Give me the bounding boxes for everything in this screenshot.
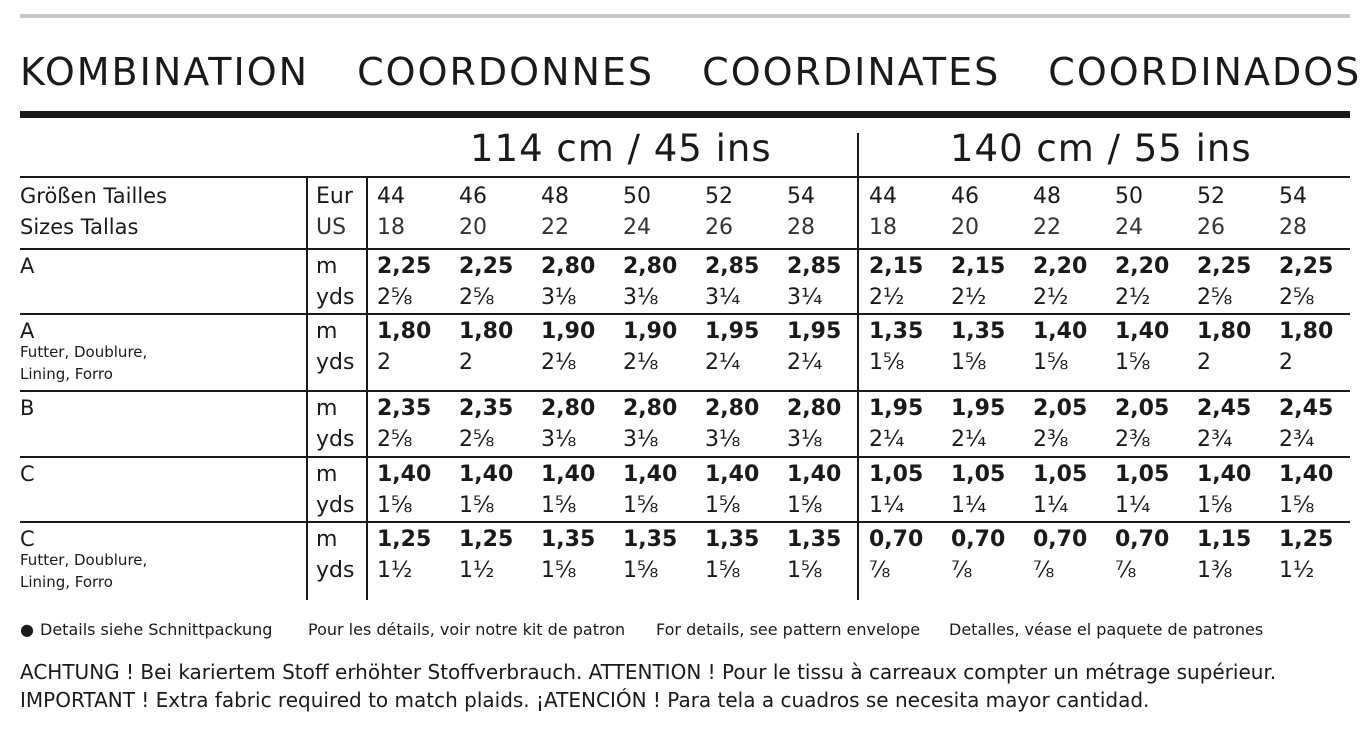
meters-cell: 1,40 bbox=[1197, 462, 1252, 487]
meters-cell: 2,15 bbox=[869, 254, 924, 279]
us-size-cell: 24 bbox=[1115, 215, 1143, 240]
yards-cell: 3⅛ bbox=[787, 427, 823, 452]
eur-size-cell: 50 bbox=[1115, 184, 1143, 209]
yards-cell: 2¼ bbox=[787, 350, 823, 375]
unit-meters: m bbox=[316, 527, 338, 552]
heading-rule bbox=[20, 111, 1350, 118]
eur-size-cell: 46 bbox=[951, 184, 979, 209]
meters-cell: 0,70 bbox=[1033, 527, 1088, 552]
column-rule bbox=[366, 176, 368, 600]
yards-cell: 2⅝ bbox=[459, 427, 495, 452]
meters-cell: 2,35 bbox=[377, 396, 432, 421]
eur-size-cell: 48 bbox=[1033, 184, 1061, 209]
meters-cell: 2,05 bbox=[1033, 396, 1088, 421]
meters-cell: 1,35 bbox=[787, 527, 842, 552]
meters-cell: 2,80 bbox=[623, 254, 678, 279]
fabric-width-140: 140 cm / 55 ins bbox=[950, 127, 1252, 170]
yards-cell: 1⅝ bbox=[951, 350, 987, 375]
fabric-width-114: 114 cm / 45 ins bbox=[470, 127, 772, 170]
view-label: A bbox=[20, 319, 35, 343]
meters-cell: 1,35 bbox=[623, 527, 678, 552]
yards-cell: 1⅝ bbox=[623, 558, 659, 583]
yards-cell: 3⅛ bbox=[541, 427, 577, 452]
note-english: For details, see pattern envelope bbox=[656, 620, 921, 639]
yards-cell: 2½ bbox=[951, 285, 987, 310]
us-label: US bbox=[316, 215, 347, 240]
view-sublabel: Lining, Forro bbox=[20, 365, 113, 383]
yards-cell: 1¼ bbox=[1033, 493, 1069, 518]
eur-size-cell: 48 bbox=[541, 184, 569, 209]
unit-yards: yds bbox=[316, 285, 355, 310]
unit-yards: yds bbox=[316, 558, 355, 583]
yards-cell: 1⅝ bbox=[705, 493, 741, 518]
eur-label: Eur bbox=[316, 184, 353, 209]
meters-cell: 2,45 bbox=[1279, 396, 1334, 421]
view-label: A bbox=[20, 254, 35, 278]
yards-cell: 2¾ bbox=[1197, 427, 1233, 452]
title-german: KOMBINATION bbox=[20, 50, 310, 94]
meters-cell: 2,25 bbox=[1197, 254, 1252, 279]
eur-size-cell: 52 bbox=[705, 184, 733, 209]
meters-cell: 2,85 bbox=[705, 254, 760, 279]
meters-cell: 1,80 bbox=[377, 319, 432, 344]
unit-yards: yds bbox=[316, 427, 355, 452]
meters-cell: 1,95 bbox=[951, 396, 1006, 421]
table-rule bbox=[20, 390, 1350, 392]
meters-cell: 2,20 bbox=[1033, 254, 1088, 279]
meters-cell: 1,35 bbox=[951, 319, 1006, 344]
sizes-label-line-1: Größen Tailles bbox=[20, 184, 168, 208]
yards-cell: 1⅝ bbox=[623, 493, 659, 518]
page-title bbox=[20, 50, 1369, 94]
yards-cell: 1¼ bbox=[869, 493, 905, 518]
yards-cell: ⅞ bbox=[1033, 558, 1055, 583]
yards-cell: ⅞ bbox=[951, 558, 973, 583]
meters-cell: 1,40 bbox=[459, 462, 514, 487]
yards-cell: 3¼ bbox=[705, 285, 741, 310]
meters-cell: 0,70 bbox=[951, 527, 1006, 552]
yards-cell: 2⅝ bbox=[377, 427, 413, 452]
yards-cell: 2⅜ bbox=[1033, 427, 1069, 452]
yards-cell: 1⅝ bbox=[541, 558, 577, 583]
yards-cell: 1½ bbox=[459, 558, 495, 583]
us-size-cell: 18 bbox=[869, 215, 897, 240]
meters-cell: 1,15 bbox=[1197, 527, 1252, 552]
yards-cell: 2⅛ bbox=[541, 350, 577, 375]
yards-cell: 1⅝ bbox=[459, 493, 495, 518]
meters-cell: 1,40 bbox=[623, 462, 678, 487]
meters-cell: 1,40 bbox=[787, 462, 842, 487]
unit-yards: yds bbox=[316, 350, 355, 375]
column-rule bbox=[857, 133, 859, 600]
meters-cell: 1,40 bbox=[705, 462, 760, 487]
yards-cell: 1⅜ bbox=[1197, 558, 1233, 583]
meters-cell: 1,80 bbox=[459, 319, 514, 344]
table-rule bbox=[20, 248, 1350, 250]
yards-cell: 3⅛ bbox=[541, 285, 577, 310]
yards-cell: 1⅝ bbox=[869, 350, 905, 375]
meters-cell: 1,95 bbox=[705, 319, 760, 344]
yards-cell: 1⅝ bbox=[705, 558, 741, 583]
meters-cell: 2,35 bbox=[459, 396, 514, 421]
yards-cell: 2½ bbox=[1115, 285, 1151, 310]
yards-cell: 1⅝ bbox=[1279, 493, 1315, 518]
meters-cell: 1,95 bbox=[869, 396, 924, 421]
yards-cell: 2 bbox=[377, 350, 391, 375]
meters-cell: 1,05 bbox=[869, 462, 924, 487]
meters-cell: 1,35 bbox=[541, 527, 596, 552]
table-rule bbox=[20, 456, 1350, 458]
yards-cell: 2 bbox=[459, 350, 473, 375]
meters-cell: 2,25 bbox=[377, 254, 432, 279]
meters-cell: 2,20 bbox=[1115, 254, 1170, 279]
eur-size-cell: 54 bbox=[787, 184, 815, 209]
meters-cell: 1,40 bbox=[1033, 319, 1088, 344]
yards-cell: 3⅛ bbox=[705, 427, 741, 452]
yards-cell: 2⅜ bbox=[1115, 427, 1151, 452]
meters-cell: 1,05 bbox=[1033, 462, 1088, 487]
view-label: C bbox=[20, 527, 35, 551]
eur-size-cell: 52 bbox=[1197, 184, 1225, 209]
us-size-cell: 24 bbox=[623, 215, 651, 240]
yards-cell: 1⅝ bbox=[1033, 350, 1069, 375]
us-size-cell: 28 bbox=[787, 215, 815, 240]
top-rule bbox=[20, 14, 1350, 18]
eur-size-cell: 44 bbox=[869, 184, 897, 209]
yards-cell: 2⅝ bbox=[459, 285, 495, 310]
meters-cell: 1,35 bbox=[869, 319, 924, 344]
yards-cell: 1⅝ bbox=[1197, 493, 1233, 518]
meters-cell: 1,25 bbox=[377, 527, 432, 552]
yards-cell: 2¼ bbox=[869, 427, 905, 452]
yards-cell: 1⅝ bbox=[787, 558, 823, 583]
meters-cell: 2,85 bbox=[787, 254, 842, 279]
us-size-cell: 26 bbox=[1197, 215, 1225, 240]
yards-cell: 1⅝ bbox=[377, 493, 413, 518]
yards-cell: ⅞ bbox=[1115, 558, 1137, 583]
view-sublabel: Futter, Doublure, bbox=[20, 343, 148, 361]
plaid-warning-line-1: ACHTUNG ! Bei kariertem Stoff erhöhter Stoffverbrauch. ATTENTION ! Pour le tissu à carreaux compter un métrage supérieur. bbox=[20, 660, 1277, 684]
meters-cell: 1,05 bbox=[951, 462, 1006, 487]
yards-cell: 2⅝ bbox=[377, 285, 413, 310]
yards-cell: ⅞ bbox=[869, 558, 891, 583]
yards-cell: 3¼ bbox=[787, 285, 823, 310]
meters-cell: 1,95 bbox=[787, 319, 842, 344]
yards-cell: 1⅝ bbox=[1115, 350, 1151, 375]
yards-cell: 3⅛ bbox=[623, 285, 659, 310]
eur-size-cell: 54 bbox=[1279, 184, 1307, 209]
meters-cell: 1,40 bbox=[1279, 462, 1334, 487]
meters-cell: 1,40 bbox=[377, 462, 432, 487]
view-label: C bbox=[20, 462, 35, 486]
unit-meters: m bbox=[316, 254, 338, 279]
yards-cell: 1⅝ bbox=[541, 493, 577, 518]
meters-cell: 1,40 bbox=[541, 462, 596, 487]
meters-cell: 1,90 bbox=[623, 319, 678, 344]
yards-cell: 2⅝ bbox=[1197, 285, 1233, 310]
note-spanish: Detalles, véase el paquete de patrones bbox=[949, 620, 1264, 639]
yards-cell: 2¼ bbox=[951, 427, 987, 452]
unit-yards: yds bbox=[316, 493, 355, 518]
yards-cell: 2½ bbox=[1033, 285, 1069, 310]
yards-cell: 2⅛ bbox=[623, 350, 659, 375]
note-german: Details siehe Schnittpackung bbox=[40, 620, 273, 639]
view-sublabel: Lining, Forro bbox=[20, 573, 113, 591]
us-size-cell: 22 bbox=[541, 215, 569, 240]
unit-meters: m bbox=[316, 319, 338, 344]
view-sublabel: Futter, Doublure, bbox=[20, 551, 148, 569]
meters-cell: 1,35 bbox=[705, 527, 760, 552]
title-spanish: COORDINADOS bbox=[1048, 50, 1362, 94]
meters-cell: 1,80 bbox=[1197, 319, 1252, 344]
view-label: B bbox=[20, 396, 35, 420]
yards-cell: 3⅛ bbox=[623, 427, 659, 452]
table-rule bbox=[20, 521, 1350, 523]
table-rule bbox=[20, 176, 1350, 178]
eur-size-cell: 44 bbox=[377, 184, 405, 209]
meters-cell: 2,80 bbox=[705, 396, 760, 421]
yards-cell: 1¼ bbox=[1115, 493, 1151, 518]
us-size-cell: 26 bbox=[705, 215, 733, 240]
meters-cell: 1,40 bbox=[1115, 319, 1170, 344]
unit-meters: m bbox=[316, 462, 338, 487]
yards-cell: 2⅝ bbox=[1279, 285, 1315, 310]
meters-cell: 1,90 bbox=[541, 319, 596, 344]
meters-cell: 1,80 bbox=[1279, 319, 1334, 344]
us-size-cell: 20 bbox=[459, 215, 487, 240]
note-french: Pour les détails, voir notre kit de patron bbox=[308, 620, 626, 639]
us-size-cell: 22 bbox=[1033, 215, 1061, 240]
yards-cell: 2 bbox=[1279, 350, 1293, 375]
us-size-cell: 20 bbox=[951, 215, 979, 240]
us-size-cell: 18 bbox=[377, 215, 405, 240]
meters-cell: 2,45 bbox=[1197, 396, 1252, 421]
yards-cell: 2½ bbox=[869, 285, 905, 310]
meters-cell: 1,05 bbox=[1115, 462, 1170, 487]
meters-cell: 2,80 bbox=[787, 396, 842, 421]
yards-cell: 1¼ bbox=[951, 493, 987, 518]
yards-cell: 1½ bbox=[1279, 558, 1315, 583]
eur-size-cell: 50 bbox=[623, 184, 651, 209]
meters-cell: 2,80 bbox=[541, 254, 596, 279]
yards-cell: 1⅝ bbox=[787, 493, 823, 518]
yards-cell: 2¼ bbox=[705, 350, 741, 375]
meters-cell: 0,70 bbox=[869, 527, 924, 552]
meters-cell: 2,80 bbox=[541, 396, 596, 421]
yards-cell: 1½ bbox=[377, 558, 413, 583]
meters-cell: 2,15 bbox=[951, 254, 1006, 279]
meters-cell: 0,70 bbox=[1115, 527, 1170, 552]
meters-cell: 2,80 bbox=[623, 396, 678, 421]
us-size-cell: 28 bbox=[1279, 215, 1307, 240]
plaid-warning-line-2: IMPORTANT ! Extra fabric required to match plaids. ¡ATENCIÓN ! Para tela a cuadros se necesita mayor cantidad. bbox=[20, 688, 1150, 712]
column-rule bbox=[306, 176, 308, 600]
meters-cell: 1,25 bbox=[1279, 527, 1334, 552]
title-english: COORDINATES bbox=[702, 50, 1001, 94]
unit-meters: m bbox=[316, 396, 338, 421]
meters-cell: 2,05 bbox=[1115, 396, 1170, 421]
meters-cell: 2,25 bbox=[459, 254, 514, 279]
eur-size-cell: 46 bbox=[459, 184, 487, 209]
title-french: COORDONNES bbox=[357, 50, 655, 94]
yards-cell: 2 bbox=[1197, 350, 1211, 375]
sizes-label-line-2: Sizes Tallas bbox=[20, 215, 139, 239]
meters-cell: 2,25 bbox=[1279, 254, 1334, 279]
table-rule bbox=[20, 313, 1350, 315]
yards-cell: 2¾ bbox=[1279, 427, 1315, 452]
meters-cell: 1,25 bbox=[459, 527, 514, 552]
bullet-icon: ● bbox=[20, 620, 34, 639]
